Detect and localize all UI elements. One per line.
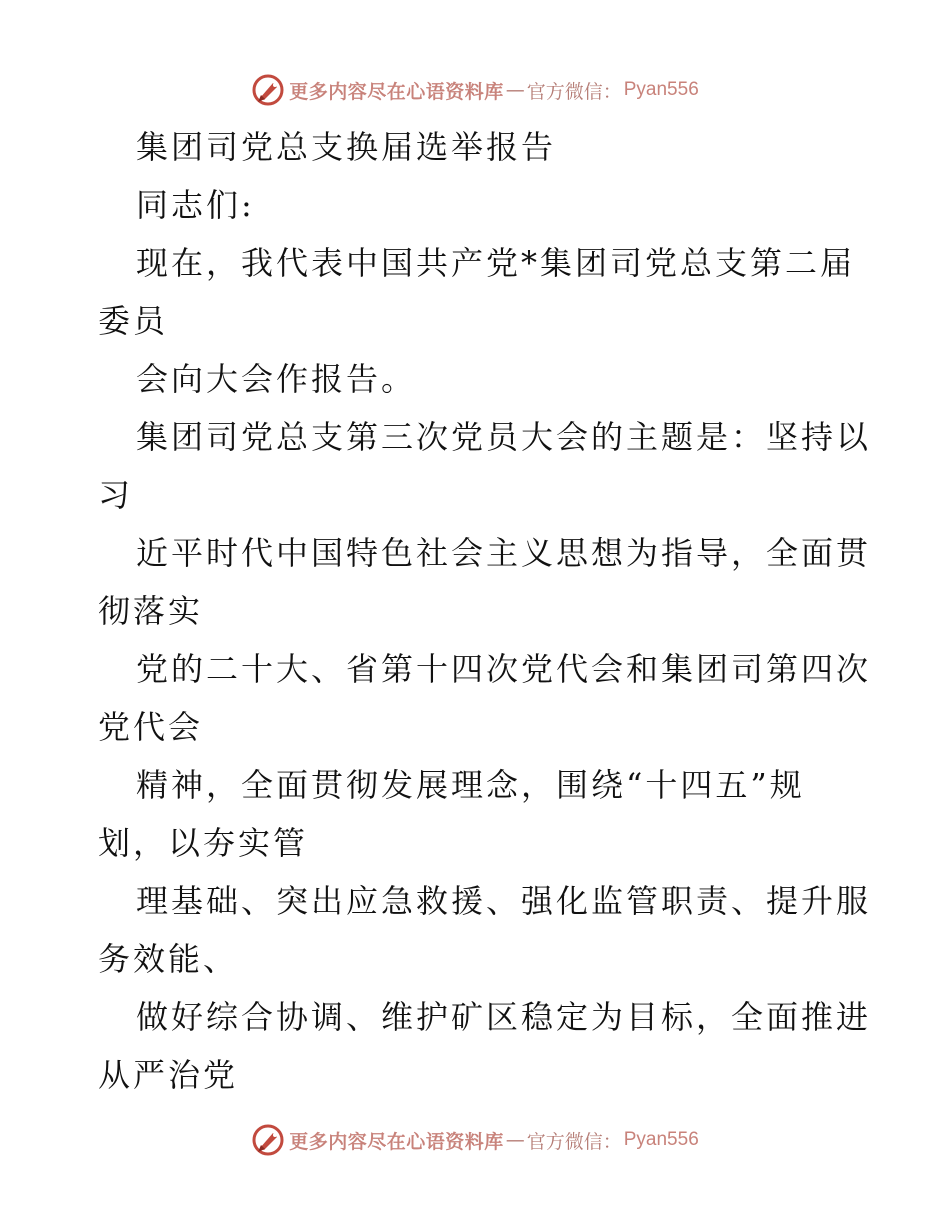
text-line: 理基础、突出应急救援、强化监管职责、提升服 [136, 882, 872, 920]
text-line: 党代会 [98, 708, 204, 746]
text-line: 精神，全面贯彻发展理念，围绕“十四五”规 [136, 766, 805, 804]
banner-main-text: 更多内容尽在心语资料库 [289, 80, 504, 103]
banner-wechat-id: Pyan556 [623, 79, 699, 100]
pen-nib-logo-icon [251, 1123, 285, 1157]
document-body [98, 118, 872, 1104]
banner-wechat-id: Pyan556 [623, 1129, 699, 1150]
pen-nib-logo-icon [251, 73, 285, 107]
banner-sub-text: 官方微信： [526, 1130, 622, 1153]
text-line: 务效能、 [98, 940, 239, 978]
banner-sub-text: 官方微信： [526, 80, 622, 103]
text-line: 集团司党总支第三次党员大会的主题是：坚持以 [136, 418, 872, 456]
text-line: 近平时代中国特色社会主义思想为指导，全面贯 [136, 534, 872, 572]
text-line: 彻落实 [98, 592, 204, 630]
banner-dash: — [505, 79, 525, 101]
text-line: 现在，我代表中国共产党*集团司党总支第二届 [136, 244, 856, 282]
text-line: 习 [98, 476, 134, 514]
text-line: 划，以夯实管 [98, 824, 309, 862]
text-line: 会向大会作报告。 [136, 360, 417, 398]
text-line: 做好综合协调、维护矿区稳定为目标，全面推进 [136, 998, 872, 1036]
footer-banner [0, 1120, 950, 1160]
text-line: 同志们: [136, 186, 255, 224]
document-title: 集团司党总支换届选举报告 [136, 128, 557, 166]
banner-main-text: 更多内容尽在心语资料库 [289, 1130, 504, 1153]
text-line: 党的二十大、省第十四次党代会和集团司第四次 [136, 650, 872, 688]
text-line: 委员 [98, 302, 169, 340]
header-banner [0, 70, 950, 110]
banner-dash: — [505, 1129, 525, 1151]
text-line: 从严治党 [98, 1056, 239, 1094]
